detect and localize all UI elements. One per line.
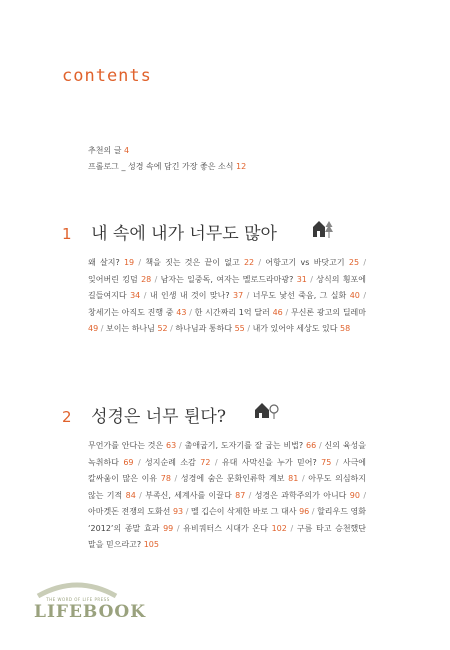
entry-separator: / — [170, 474, 181, 483]
toc-entry-page: 66 — [306, 441, 317, 450]
entry-separator: / — [183, 507, 191, 516]
intro-item[interactable] — [88, 143, 246, 159]
chapter-entries — [88, 438, 366, 554]
toc-entry-page: 75 — [321, 457, 332, 467]
toc-entry-title: 너무도 낯선 죽음, 그 실화 — [252, 291, 347, 300]
toc-entry[interactable] — [181, 474, 298, 483]
toc-entry-title: 하나님과 통하다 — [175, 324, 233, 333]
toc-entry-title: 유대 사막신을 누가 믿어? — [221, 457, 317, 467]
toc-entry[interactable] — [88, 275, 151, 284]
entry-separator: / — [176, 441, 185, 450]
toc-entry-page: 37 — [233, 291, 244, 300]
toc-entry-title: 상식의 횡포에 길들여지다 — [88, 274, 367, 300]
chapter-title: 성경은 너무 튄다? — [91, 407, 226, 427]
toc-entry-page: 93 — [172, 507, 184, 516]
entry-separator: / — [167, 324, 176, 333]
entry-separator: / — [331, 457, 343, 467]
entry-separator: / — [243, 291, 253, 300]
entry-separator: / — [134, 258, 146, 267]
toc-entry-page: 19 — [123, 258, 135, 267]
chapter-heading-1 — [62, 219, 277, 244]
toc-entry-page: 105 — [143, 540, 159, 549]
toc-entry[interactable] — [265, 258, 359, 267]
toc-entry-title: 성경은 과학주의가 아니다 — [254, 490, 347, 500]
toc-entry-title: 성지순례 소감 — [145, 457, 196, 467]
toc-entry-page: 43 — [176, 307, 187, 317]
toc-entry[interactable] — [253, 291, 360, 300]
toc-entry[interactable] — [195, 308, 283, 317]
entry-separator: / — [359, 291, 367, 300]
toc-entry-page: 69 — [123, 457, 134, 467]
entry-separator: / — [135, 490, 146, 500]
toc-entry-title: 출애굽기, 도자기를 잘 굽는 비법? — [184, 441, 304, 450]
toc-entry-title: 할리우드 영화 ‘2012’의 종말 효과 — [88, 507, 366, 533]
chapter-title: 내 속에 내가 너무도 많아 — [91, 224, 277, 244]
toc-entry-page: 99 — [163, 523, 174, 533]
toc-entry[interactable] — [88, 441, 176, 450]
toc-entry-title: 내가 있어야 세상도 있다 — [252, 324, 338, 333]
toc-entry[interactable] — [185, 441, 317, 450]
toc-entry[interactable] — [145, 458, 210, 467]
toc-entry[interactable] — [191, 507, 309, 516]
toc-entry[interactable] — [145, 258, 254, 267]
toc-entry-title: 내 인생 내 것이 맞나? — [149, 291, 230, 300]
toc-entry-title: 왜 살지? — [88, 258, 120, 267]
toc-entry[interactable] — [255, 491, 360, 500]
toc-entry-title: 멜 깁슨이 삭제한 바로 그 대사 — [190, 507, 297, 516]
chapter-number: 1 — [62, 225, 72, 243]
toc-entry[interactable] — [253, 324, 351, 333]
toc-entry-title: 보이는 하나님 — [105, 324, 155, 333]
contents-title: contents — [62, 66, 152, 86]
toc-entry-page: 78 — [160, 474, 171, 483]
toc-entry-title: 아무도 의심하지 않는 기적 — [88, 474, 367, 500]
logo-name: LIFEBOOK — [34, 602, 147, 622]
intro-page: 12 — [236, 162, 247, 171]
entry-separator: / — [359, 258, 367, 267]
toc-entry[interactable] — [88, 258, 134, 267]
entry-separator: / — [298, 474, 309, 483]
intro-label: 추천의 글 — [88, 146, 122, 155]
intro-label: 프롤로그 _ 성경 속에 담긴 가장 좋은 소식 — [88, 162, 234, 171]
chapter-entries — [88, 255, 366, 338]
toc-entry[interactable] — [145, 491, 245, 500]
entry-separator: / — [306, 274, 317, 284]
toc-entry-page: 25 — [348, 258, 360, 267]
toc-entry-title: 유비쿼터스 시대가 온다 — [183, 523, 268, 533]
toc-entry-page: 72 — [200, 457, 211, 467]
entry-separator: / — [210, 457, 222, 467]
entry-separator: / — [316, 441, 325, 450]
entry-separator: / — [244, 324, 253, 333]
logo-press-text: THE WORD OF LIFE PRESS — [46, 597, 110, 602]
entry-separator: / — [282, 307, 291, 317]
toc-entry-title: 창세기는 아직도 진행 중 — [88, 307, 174, 317]
toc-entry[interactable] — [183, 524, 287, 533]
toc-entry-page: 28 — [141, 274, 152, 284]
toc-entry-page: 40 — [349, 291, 360, 300]
toc-entry[interactable] — [88, 308, 186, 317]
toc-entry-title: 신의 육성을 녹취하다 — [88, 441, 367, 467]
house-tree-icon — [310, 218, 334, 240]
toc-entry-page: 55 — [234, 324, 245, 333]
toc-entry-title: 남자는 일중독, 여자는 멜로드라마광? — [160, 274, 294, 284]
toc-entry-page: 63 — [166, 441, 177, 450]
entry-separator: / — [133, 457, 146, 467]
chapter-heading-2 — [62, 402, 226, 427]
entry-separator: / — [173, 523, 184, 533]
entry-separator: / — [98, 324, 106, 333]
intro-list — [88, 143, 246, 175]
toc-entry[interactable] — [222, 458, 331, 467]
intro-item[interactable] — [88, 159, 246, 175]
intro-page: 4 — [124, 146, 130, 155]
toc-entry-title: 잊어버린 킹덤 — [88, 274, 138, 284]
entry-separator: / — [309, 507, 318, 516]
toc-entry-title: 성경에 숨은 문화인류학 계보 — [180, 474, 285, 483]
toc-entry-title: 무언가를 안다는 것은 — [88, 441, 164, 450]
chapter-number: 2 — [62, 408, 72, 426]
toc-entry[interactable] — [175, 324, 244, 333]
toc-entry[interactable] — [150, 291, 243, 300]
toc-entry-page: 31 — [296, 274, 307, 284]
toc-entry-page: 102 — [271, 523, 287, 533]
entry-separator: / — [151, 274, 161, 284]
entry-separator: / — [286, 523, 297, 533]
toc-entry-title: 어항고기 vs 바닷고기 — [265, 258, 345, 267]
toc-entry-page: 96 — [299, 507, 310, 516]
toc-entry-title: 부족신, 세계사를 이끌다 — [145, 490, 232, 500]
toc-entry-page: 81 — [288, 474, 299, 483]
toc-entry-title: 책을 짓는 것은 끝이 없고 — [145, 258, 240, 267]
entry-separator: / — [245, 490, 255, 500]
toc-entry[interactable] — [161, 275, 307, 284]
entry-separator: / — [186, 307, 195, 317]
toc-entry-title: 무신론 광고의 딜레마 — [290, 307, 367, 317]
toc-entry[interactable] — [88, 507, 183, 516]
toc-entry-title: 구름 타고 승천했단 말을 믿으라고? — [88, 523, 367, 549]
toc-entry-page: 84 — [125, 490, 136, 500]
toc-entry-title: 한 시간짜리 1억 달러 — [194, 307, 270, 317]
toc-entry-page: 49 — [88, 324, 99, 333]
toc-entry-page: 46 — [272, 307, 283, 317]
toc-entry-page: 90 — [349, 490, 360, 500]
toc-entry-title: 아마겟돈 전쟁의 도화선 — [88, 507, 171, 516]
toc-entry-title: 사극에 칼싸움이 많은 이유 — [88, 457, 367, 483]
entry-separator: / — [359, 490, 367, 500]
toc-entry[interactable] — [106, 324, 168, 333]
house-tree-icon — [253, 400, 279, 420]
entry-separator: / — [254, 258, 266, 267]
toc-entry-page: 58 — [340, 324, 351, 333]
toc-entry-page: 22 — [243, 258, 255, 267]
toc-entry-page: 34 — [130, 291, 141, 300]
entry-separator: / — [140, 291, 150, 300]
toc-entry-page: 52 — [157, 324, 168, 333]
toc-entry-page: 87 — [235, 490, 246, 500]
